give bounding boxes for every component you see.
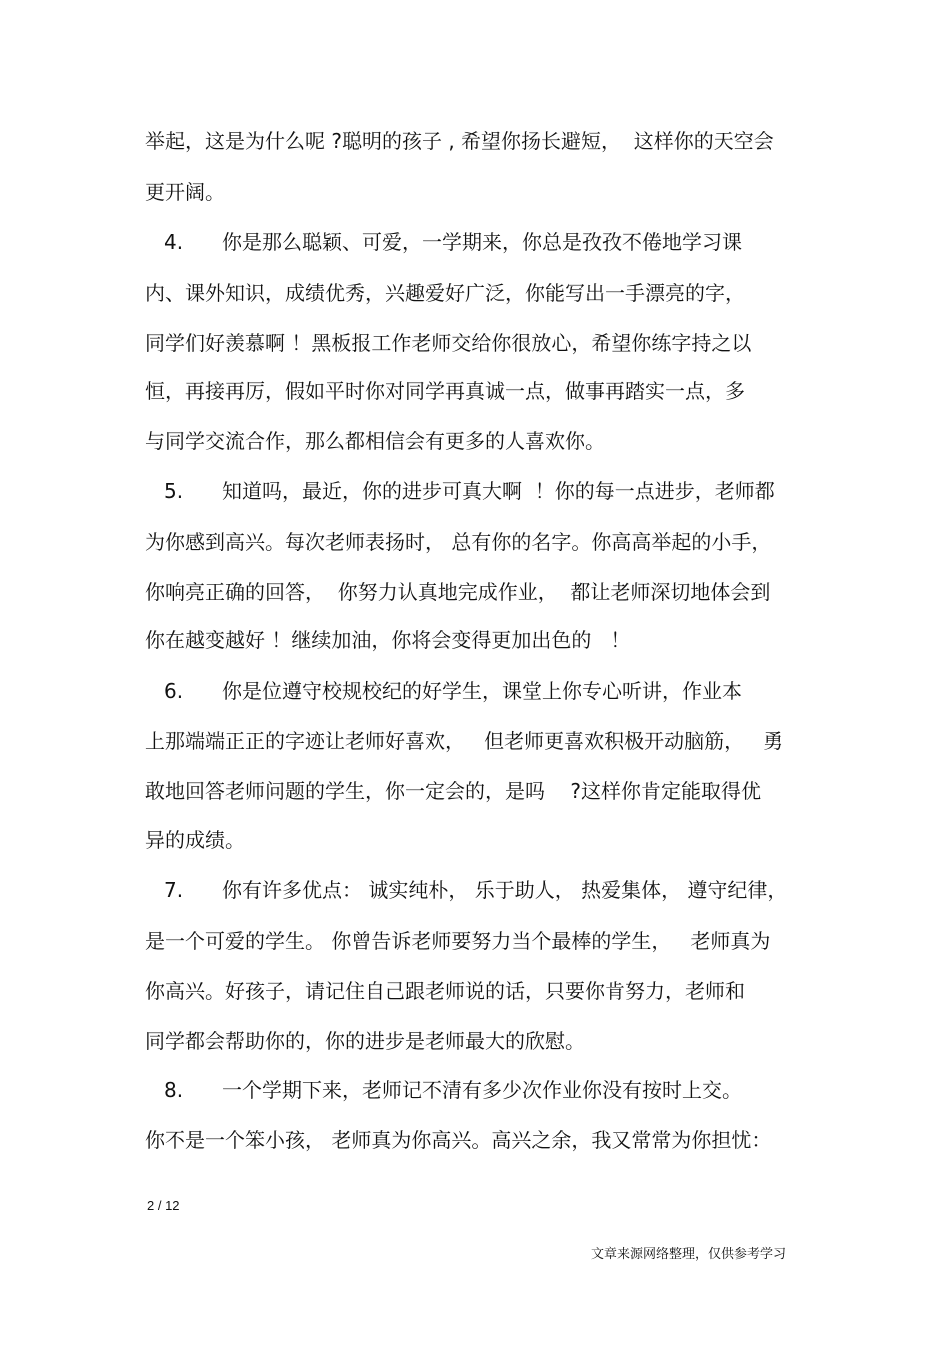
line-text: 你有许多优点： 诚实纯朴， 乐于助人， 热爱集体， 遵守纪律，	[222, 878, 788, 902]
paragraph-line	[0, 628, 950, 652]
line-text: 内、课外知识，成绩优秀，兴趣爱好广泛，你能写出一手漂亮的字，	[145, 281, 745, 305]
item-number: 7.	[164, 878, 184, 902]
line-text: 与同学交流合作，那么都相信会有更多的人喜欢你。	[145, 429, 605, 453]
item-number: 6.	[164, 679, 184, 703]
paragraph-line	[0, 779, 950, 803]
line-text: 为你感到高兴。每次老师表扬时， 总有你的名字。你高高举起的小手，	[145, 530, 772, 554]
line-text: 你是位遵守校规校纪的好学生，课堂上你专心听讲，作业本	[222, 679, 742, 703]
line-text: 是一个可爱的学生。 你曾告诉老师要努力当个最棒的学生， 老师真为	[145, 929, 771, 953]
numbered-paragraph-line	[0, 230, 950, 254]
paragraph-line	[0, 828, 950, 852]
paragraph-line	[0, 929, 950, 953]
paragraph-line	[0, 1128, 950, 1152]
line-text: 上那端端正正的字迹让老师好喜欢， 但老师更喜欢积极开动脑筋， 勇	[145, 729, 784, 753]
footer-note: 文章来源网络整理，仅供参考学习	[591, 1247, 787, 1262]
line-text: 异的成绩。	[145, 828, 245, 852]
line-text: 你不是一个笨小孩， 老师真为你高兴。高兴之余，我又常常为你担忧：	[145, 1128, 772, 1152]
line-text: 一个学期下来，老师记不清有多少次作业你没有按时上交。	[222, 1078, 742, 1102]
paragraph-line	[0, 331, 950, 355]
paragraph-line	[0, 580, 950, 604]
line-text: 你在越变越好 ！继续加油，你将会变得更加出色的 ！	[145, 628, 631, 652]
paragraph-line	[0, 429, 950, 453]
numbered-paragraph-line	[0, 479, 950, 503]
line-text: 同学都会帮助你的，你的进步是老师最大的欣慰。	[145, 1029, 585, 1053]
line-text: 恒，再接再厉，假如平时你对同学再真诚一点，做事再踏实一点，多	[145, 379, 745, 403]
line-text: 你是那么聪颖、可爱，一学期来，你总是孜孜不倦地学习课	[222, 230, 742, 254]
numbered-paragraph-line	[0, 878, 950, 902]
line-text: 知道吗，最近，你的进步可真大啊 ！你的每一点进步，老师都	[222, 479, 775, 503]
paragraph-line	[0, 281, 950, 305]
line-text: 更开阔。	[145, 180, 225, 204]
line-text: 你高兴。好孩子，请记住自己跟老师说的话，只要你肯努力，老师和	[145, 979, 745, 1003]
paragraph-line	[0, 729, 950, 753]
line-text: 同学们好羡慕啊 ！黑板报工作老师交给你很放心，希望你练字持之以	[145, 331, 752, 355]
line-text: 你响亮正确的回答， 你努力认真地完成作业， 都让老师深切地体会到	[145, 580, 771, 604]
paragraph-line	[0, 379, 950, 403]
page-number: 2 / 12	[147, 1198, 180, 1213]
line-text: 举起，这是为什么呢 ?聪明的孩子 , 希望你扬长避短， 这样你的天空会	[145, 129, 774, 153]
item-number: 5.	[164, 479, 184, 503]
item-number: 4.	[164, 230, 184, 254]
item-number: 8.	[164, 1078, 184, 1102]
paragraph-line	[0, 180, 950, 204]
numbered-paragraph-line	[0, 679, 950, 703]
paragraph-line	[0, 1029, 950, 1053]
paragraph-line	[0, 530, 950, 554]
numbered-paragraph-line	[0, 1078, 950, 1102]
line-text: 敢地回答老师问题的学生，你一定会的，是吗 ?这样你肯定能取得优	[145, 779, 762, 803]
paragraph-line	[0, 979, 950, 1003]
paragraph-line	[0, 129, 950, 153]
